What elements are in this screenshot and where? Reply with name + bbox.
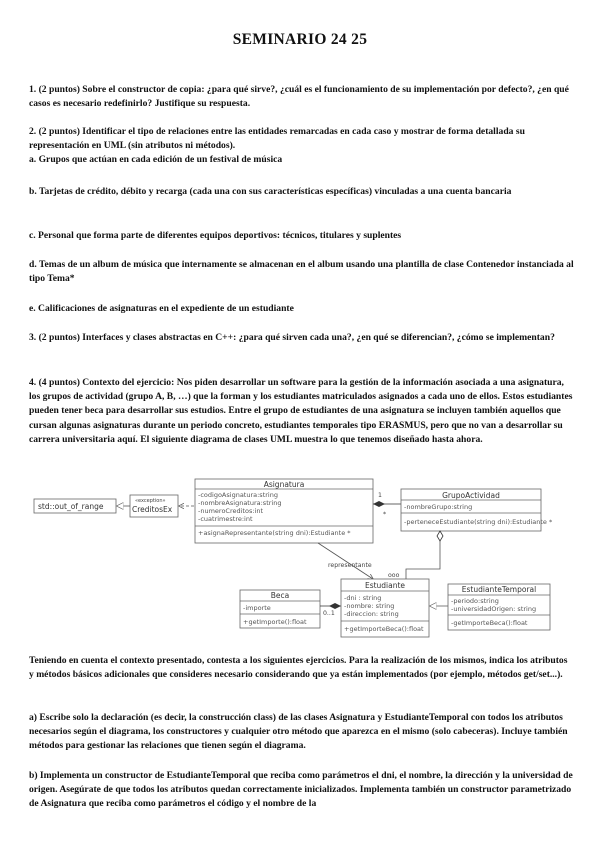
question-1: 1. (2 puntos) Sobre el constructor de copia: ¿para qué sirve?, ¿cuál es el funcionamiento de su implementación por defecto?, ¿en qué casos es necesario redefinirlo? Justifique su respuesta. [29,84,569,110]
question-4-part-a: a) Escribe solo la declaración (es decir, la construcción class) de las clases Asignatura y EstudianteTemporal con todos los atributos necesarios según el diagrama, los constructores y cualquier otro método que aparezca en el mismo (solo cabeceras). Incluye también métodos para gestionar las relaciones que tienen según el diagrama. [29,712,568,752]
estudiante-op: +getImporteBeca():float [344,625,424,633]
temporal-name: EstudianteTemporal [461,585,537,594]
creditos-stereotype: «exception» [135,498,166,504]
mult-many: ooo [388,572,400,579]
grupo-name: GrupoActividad [442,491,500,500]
asignatura-attr: -nombreAsignatura:string [198,499,282,507]
question-2-item-a: a. Grupos que actúan en cada edición de un festival de música [29,154,283,165]
asignatura-op: +asignaRepresentante(string dni):Estudiante * [198,529,351,537]
class-out-of-range [34,499,116,513]
question-2-item-d: d. Temas de un album de música que internamente se almacenan en el album usando una plantilla de clase Contenedor instanciada al tipo Tema* [29,259,574,285]
question-4-context: Teniendo en cuenta el contexto presentado, contesta a los siguientes ejercicios. Para la realización de los mismos, indica los atributos y métodos básicos adicionales que consideres necesario considerando que ya están implementados (por ejemplo, métodos get/set...). [29,655,568,681]
representante-label: representante [328,562,372,569]
beca-op: +getImporte():float [243,618,307,626]
out-of-range-label: std::out_of_range [38,502,104,511]
question-2-item-e: e. Calificaciones de asignaturas en el expediente de un estudiante [29,303,294,314]
composition-diamond-beca [329,603,341,609]
grupo-attr: -nombreGrupo:string [404,503,473,511]
mult-zero-one: 0..1 [323,610,335,617]
page-title: SEMINARIO 24 25 [232,31,368,48]
estudiante-attr: -dni : string [344,594,382,602]
class-asignatura [195,479,373,543]
mult-one: 1 [378,492,382,499]
asignatura-attr: -cuatrimestre:int [198,515,253,523]
grupo-estudiante-aggregation [406,531,440,579]
class-estudiante-temporal [448,584,550,630]
question-2-intro: 2. (2 puntos) Identificar el tipo de relaciones entre las entidades remarcadas en cada caso y mostrar de forma detallada su representación en UML (sin atributos ni métodos). [29,126,525,152]
mult-star: * [383,511,387,518]
class-beca [240,590,320,628]
aggregation-diamond [437,531,443,541]
class-grupo-actividad [401,489,553,531]
beca-name: Beca [270,591,290,600]
creditos-name: CreditosEx [132,505,173,514]
estudiante-attr: -nombre: string [344,602,395,610]
asignatura-attr: -codigoAsignatura:string [198,491,278,499]
temporal-attr: -universidadOrigen: string [451,605,537,613]
question-4-part-b: b) Implementa un constructor de EstudianteTemporal que reciba como parámetros el dni, el nombre, la dirección y la universidad de origen. Asegúrate de que todos los atributos quedan correctamente inicializados. Implementa también un constructor parametrizado de Asignatura que reciba como parámetros el código y el nombre de la [29,770,573,810]
question-3: 3. (2 puntos) Interfaces y clases abstractas en C++: ¿para qué sirven cada una?, ¿en qué se diferencian?, ¿cómo se implementan? [29,332,555,343]
temporal-attr: -periodo:string [451,597,499,605]
class-estudiante [341,579,429,637]
estudiante-attr: -direccion: string [344,610,399,618]
uml-class-diagram [28,471,573,649]
temporal-op: -getImporteBeca():float [451,619,528,627]
grupo-op: -perteneceEstudiante(string dni):Estudiante * [404,518,553,526]
class-creditos-ex [130,495,178,517]
estudiante-name: Estudiante [364,581,406,590]
question-4-intro: 4. (4 puntos) Contexto del ejercicio: Nos piden desarrollar un software para la gestión de la información asociada a una asignatura, los grupos de actividad (grupo A, B, …) que la forman y los estudiantes matriculados asignados a cada uno de ellos. Estos estudiantes pueden tener beca para desarrollar sus estudios. Entre el grupo de estudiantes de una asignatura se incluyen también aquellos que cursan algunas asignaturas durante un periodo concreto, estudiantes temporales tipo ERASMUS, pero que no van a desarrollar su carrera universitaria aquí. El siguiente diagrama de clases UML muestra lo que tenemos diseñado hasta ahora. [29,377,573,445]
asignatura-attr: -numeroCreditos:int [198,507,263,515]
composition-diamond [373,501,385,507]
question-2-item-b: b. Tarjetas de crédito, débito y recarga (cada una con sus características específicas) vinculadas a una cuenta bancaria [29,186,512,197]
asignatura-name: Asignatura [263,480,305,489]
representante-association [318,543,373,579]
beca-attr: -importe [243,604,271,612]
question-2-item-c: c. Personal que forma parte de diferentes equipos deportivos: técnicos, titulares y suplentes [29,230,402,241]
